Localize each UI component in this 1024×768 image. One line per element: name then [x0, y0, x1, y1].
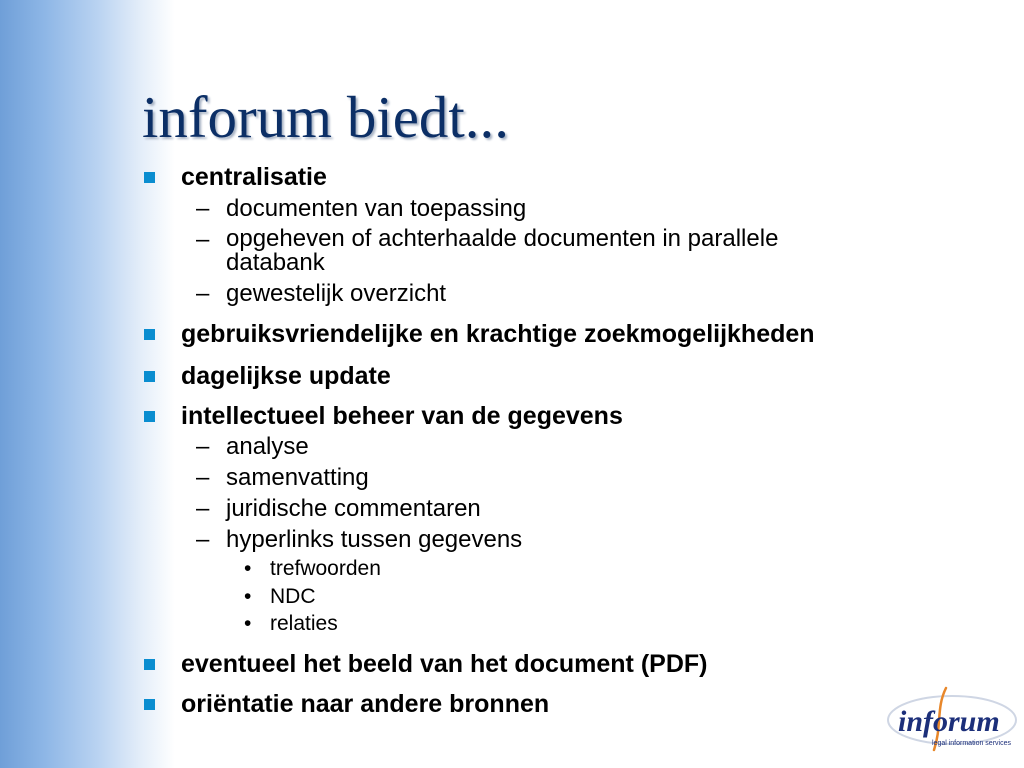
- sub-sub-item-text: relaties: [270, 612, 338, 635]
- bullet-item-update: [181, 362, 391, 390]
- bullet-item-centralisatie: [181, 163, 327, 191]
- bullet-text: dagelijkse update: [181, 362, 391, 390]
- bullet-item-bronnen: [181, 690, 549, 718]
- dash-bullet-icon: –: [196, 433, 210, 460]
- sub-item-text: hyperlinks tussen gegevens: [226, 526, 523, 553]
- logo-tagline: legal information services: [932, 740, 1011, 747]
- logo-wordmark: inforum: [898, 705, 1000, 738]
- sub-item-text: documenten van toepassing: [226, 195, 527, 222]
- sub-item-text: juridische commentaren: [226, 495, 481, 522]
- dash-bullet-icon: –: [196, 226, 210, 253]
- bullet-item-beheer: [181, 402, 623, 430]
- bullet-text: eventueel het beeld van het document (PDF): [181, 650, 708, 678]
- sub-item: [196, 280, 447, 307]
- sub-item: [196, 495, 481, 522]
- sub-item-text-line2: databank: [226, 249, 325, 276]
- dash-bullet-icon: –: [196, 495, 210, 522]
- square-bullet-icon: [144, 371, 155, 382]
- sub-item-text-line1: opgeheven of achterhaalde documenten in parallele: [226, 225, 779, 252]
- dash-bullet-icon: –: [196, 195, 210, 222]
- square-bullet-icon: [144, 172, 155, 183]
- sub-item: [196, 225, 779, 276]
- dot-bullet-icon: •: [244, 612, 252, 635]
- sub-item: [196, 526, 523, 553]
- square-bullet-icon: [144, 411, 155, 422]
- dot-bullet-icon: •: [244, 585, 252, 608]
- bullet-item-zoekmogelijkheden: [181, 320, 815, 348]
- bullet-item-pdf: [181, 650, 707, 678]
- square-bullet-icon: [144, 699, 155, 710]
- dash-bullet-icon: –: [196, 526, 210, 553]
- dot-bullet-icon: •: [244, 557, 252, 580]
- sub-sub-item-text: trefwoorden: [270, 557, 381, 580]
- sub-item: [196, 195, 527, 222]
- sub-item-text: analyse: [226, 433, 309, 460]
- sub-item: [196, 433, 309, 460]
- sub-sub-item: [244, 557, 381, 581]
- square-bullet-icon: [144, 659, 155, 670]
- sub-item-text: samenvatting: [226, 464, 369, 491]
- sub-item-text: gewestelijk overzicht: [226, 280, 447, 307]
- bullet-text: gebruiksvriendelijke en krachtige zoekmogelijkheden: [181, 320, 815, 348]
- dash-bullet-icon: –: [196, 280, 210, 307]
- bullet-text: oriëntatie naar andere bronnen: [181, 690, 550, 718]
- bullet-text: centralisatie: [181, 163, 327, 191]
- bullet-text: intellectueel beheer van de gegevens: [181, 402, 623, 430]
- dash-bullet-icon: –: [196, 464, 210, 491]
- sub-sub-item: [244, 612, 338, 636]
- inforum-logo: [884, 686, 1020, 752]
- square-bullet-icon: [144, 329, 155, 340]
- sub-sub-item-text: NDC: [270, 585, 316, 608]
- sub-sub-item: [244, 585, 316, 609]
- slide-title: inforum biedt...: [142, 84, 510, 150]
- sub-item: [196, 464, 369, 491]
